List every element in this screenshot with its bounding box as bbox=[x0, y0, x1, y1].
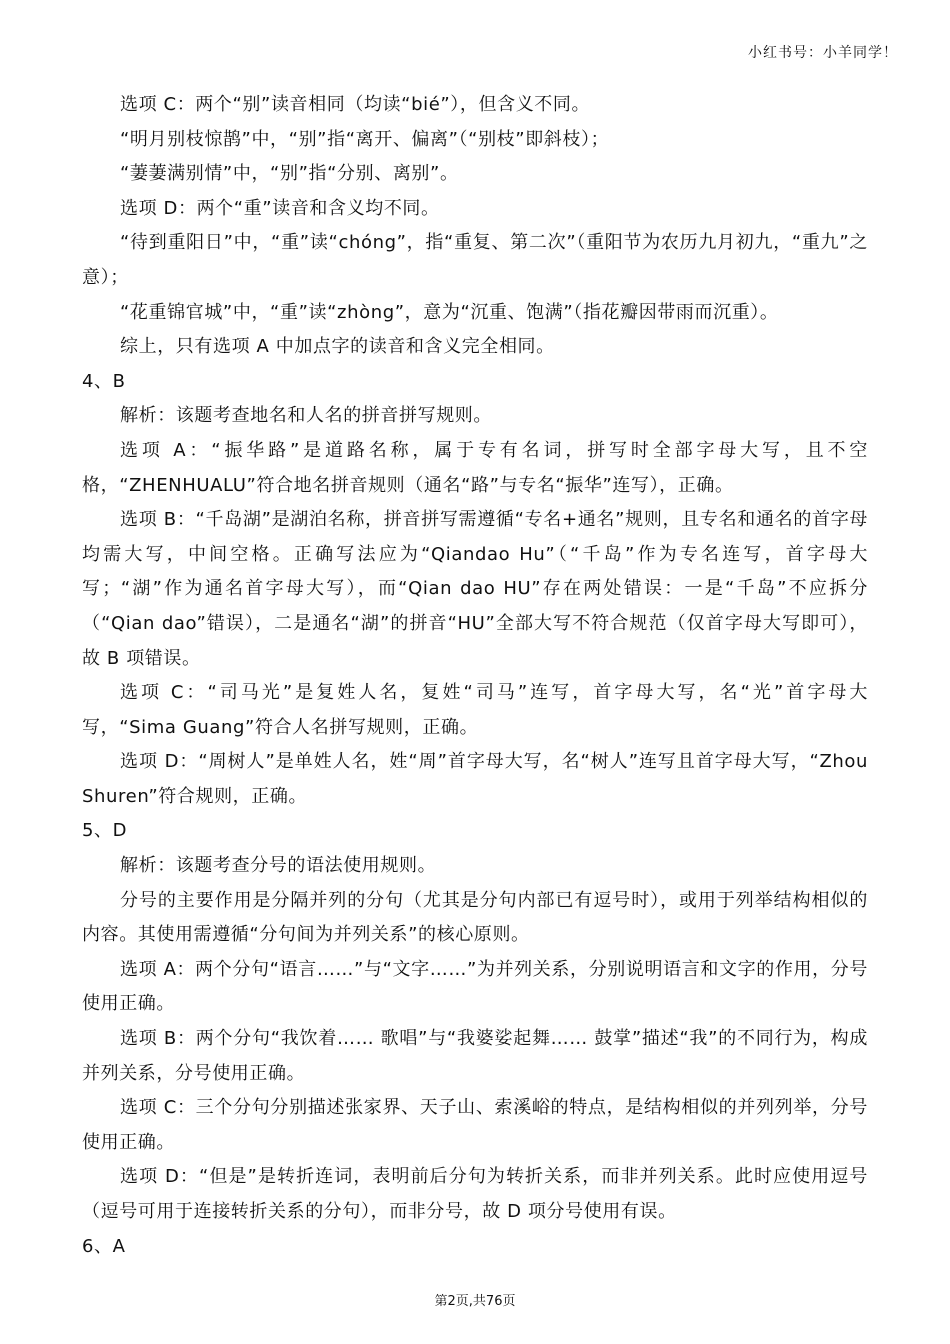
paragraph: “萋萋满别情”中，“别”指“分别、离别”。 bbox=[120, 163, 459, 185]
document-body bbox=[82, 88, 868, 1264]
paragraph: “明月别枝惊鹊”中，“别”指“离开、偏离”（“别枝”即斜枝）； bbox=[120, 128, 610, 150]
question-number: 5、D bbox=[82, 820, 128, 842]
paragraph: 解析：该题考查分号的语法使用规则。 bbox=[120, 855, 437, 877]
paragraph: 选项 D：两个“重”读音和含义均不同。 bbox=[120, 197, 440, 219]
paragraph: 选项 B：“千岛湖”是湖泊名称，拼音拼写需遵循“专名+通名”规则，且专名和通名的首字母均需大写，中间空格。正确写法应为“Qiandao Hu”（“千岛”作为专名连写，首字母大写；“湖”作为通名首字母大写），而“Qian dao HU”存在两处错误：一是“千岛”不应拆分（“Qian dao”错误），二是通名“湖”的拼音“HU”全部大写不符合规范（仅首字母大写即可），故 B 项错误。 bbox=[82, 509, 868, 669]
paragraph: 选项 C：三个分句分别描述张家界、天子山、索溪峪的特点，是结构相似的并列列举，分号使用正确。 bbox=[82, 1097, 868, 1153]
question-number: 4、B bbox=[82, 370, 126, 392]
paragraph: 选项 C：两个“别”读音相同（均读“bié”），但含义不同。 bbox=[120, 94, 591, 115]
paragraph: 选项 D：“但是”是转折连词，表明前后分句为转折关系，而非并列关系。此时应使用逗号（逗号可用于连接转折关系的分句），而非分号，故 D 项分号使用有误。 bbox=[82, 1166, 868, 1222]
paragraph: 综上，只有选项 A 中加点字的读音和含义完全相同。 bbox=[120, 336, 555, 358]
question-number: 6、A bbox=[82, 1235, 126, 1257]
paragraph: 分号的主要作用是分隔并列的分句（尤其是分句内部已有逗号时），或用于列举结构相似的内容。其使用需遵循“分句间为并列关系”的核心原则。 bbox=[82, 889, 868, 946]
paragraph: 选项 C：“司马光”是复姓人名，复姓“司马”连写，首字母大写，名“光”首字母大写，“Sima Guang”符合人名拼写规则，正确。 bbox=[82, 682, 868, 738]
watermark-text: 小红书号：小羊同学！ bbox=[748, 45, 898, 61]
paragraph: 选项 D：“周树人”是单姓人名，姓“周”首字母大写，名“树人”连写且首字母大写，“Zhou Shuren”符合规则，正确。 bbox=[82, 751, 868, 807]
paragraph: 选项 A：两个分句“语言……”与“文字……”为并列关系，分别说明语言和文字的作用，分号使用正确。 bbox=[82, 958, 868, 1015]
paragraph: 选项 A：“振华路”是道路名称，属于专有名词，拼写时全部字母大写，且不空格，“ZHENHUALU”符合地名拼音规则（通名“路”与专名“振华”连写），正确。 bbox=[82, 439, 868, 496]
paragraph: 选项 B：两个分句“我饮着…… 歌唱”与“我婆娑起舞…… 鼓掌”描述“我”的不同行为，构成并列关系，分号使用正确。 bbox=[82, 1028, 868, 1084]
page-number: 第2页,共76页 bbox=[434, 1294, 516, 1309]
paragraph: 解析：该题考查地名和人名的拼音拼写规则。 bbox=[120, 405, 492, 427]
paragraph: “花重锦官城”中，“重”读“zhòng”，意为“沉重、饱满”（指花瓣因带雨而沉重）。 bbox=[120, 301, 779, 323]
paragraph: “待到重阳日”中，“重”读“chóng”，指“重复、第二次”（重阳节为农历九月初九，“重九”之意）； bbox=[82, 232, 868, 288]
